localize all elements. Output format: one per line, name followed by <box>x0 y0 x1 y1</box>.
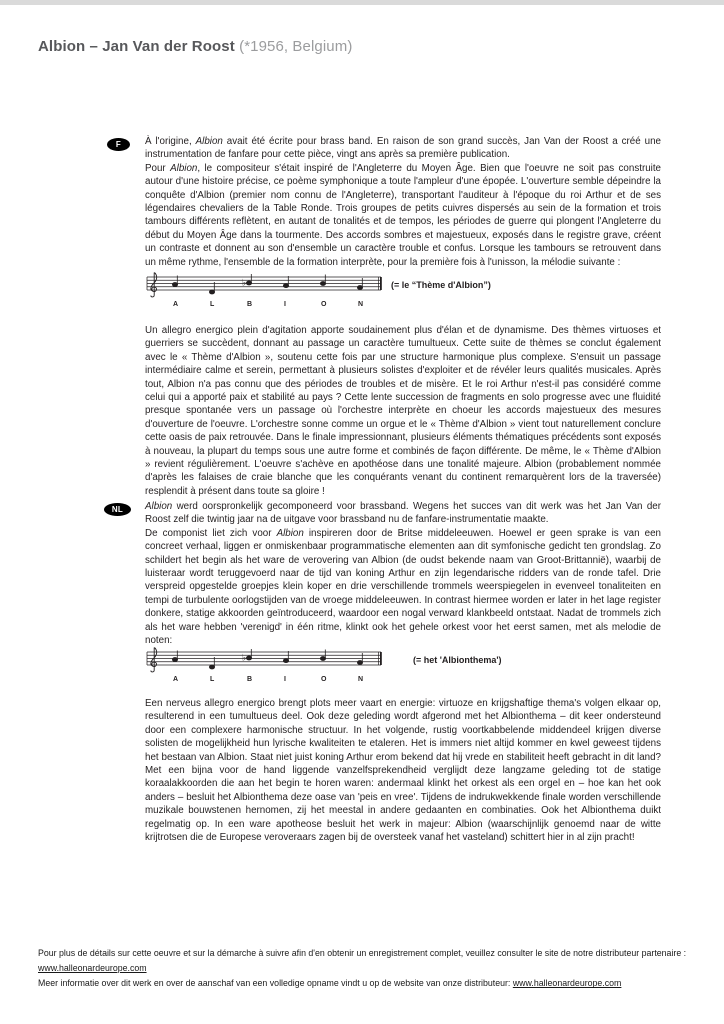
distributor-link-fr[interactable]: www.halleonardeurope.com <box>38 963 147 974</box>
note-letter: A <box>173 676 179 683</box>
paragraph: Albion werd oorspronkelijk gecomponeerd voor brassband. Wegens het succes van dit werk was het Jan Van der Roost zelf die twintig jaar na de uitgave voor brassband nu de fanfare-instrumentatie maakte. <box>145 501 661 526</box>
treble-clef-icon <box>151 273 157 297</box>
footer-line-fr <box>38 946 688 976</box>
dutch-analysis-paragraph <box>145 697 661 844</box>
paragraph: De componist liet zich voor Albion inspireren door de Britse middeleeuwen. Hoewel er geen sprake is van een concreet verhaal, liggen er onmiskenbaar programmatische elementen aan dit symfonische gedicht ten grondslag. Zo schildert het begin als het ware de verovering van Albion (de oudst bekende naam van Groot-Brittannië), waarbij de luisteraar wordt teruggevoerd naar de tijd van koning Arthur en zijn legendarische ridders van de ronde tafel. Drie verspreid opgestelde groepjes klein koper en drie verschillende trommels weerspiegelen in evenveel tonaliteiten en tempi de turbulente oorlogstijden van de vroege middeleeuwen. In contrast hiermee worden er later in het lage register donkere, statige akkoorden geïntroduceerd, waardoor een nogal verward klankbeeld ontstaat. Nadat de trommels zich als het ware hebben 'verenigd' in één ritme, klinkt ook het gehele orkest voor het eerst samen, met als melodie de noten: <box>145 527 661 647</box>
note-letter: O <box>321 676 327 683</box>
dutch-intro-paragraphs <box>145 500 661 647</box>
composer-birth-detail: (*1956, Belgium) <box>239 38 353 55</box>
note-letter: N <box>358 676 364 683</box>
footer-text-fr: Pour plus de détails sur cette oeuvre et sur la démarche à suivre afin d'en obtenir un enregistrement complet, veuillez consulter le site de notre distributeur partenaire : <box>38 948 687 958</box>
note-letter: I <box>284 301 286 308</box>
paragraph: À l'origine, Albion avait été écrite pour brass band. En raison de son grand succès, Jan Van der Roost a créé une instrumentation de fanfare pour cette pièce, vingt ans après sa première publication. <box>145 136 661 161</box>
albion-theme-notation-nl <box>145 646 565 696</box>
note-letter: O <box>321 301 327 308</box>
music-staff <box>145 646 385 676</box>
note-letter: I <box>284 676 286 683</box>
paragraph: Un allegro energico plein d'agitation apporte soudainement plus d'élan et de dynamisme. Des thèmes virtuoses et guerriers se succèdent, donnant au passage un caractère tumultueux. Cette suite de thèmes se conclut également avec le « Thème d'Albion », soutenu cette fois par une structure harmonique plus complexe. S'ensuit un passage intermédiaire calme et serein, permettant à plusieurs solistes d'exploiter et de révéler leurs qualités musicales. Après tout, Albion n'a pas connu que des périodes de troubles et de misère. Et le roi Arthur n'est-il pas considéré comme celui qui a apporté paix et stabilité au pays ? Cette lente succession de fragments en solo progresse avec une fluidité presque spontanée vers un passage où l'orchestre interprète en choeur les accords majestueux des mesures d'ouverture de l'oeuvre. L'orchestre sonne comme un orgue et le « Thème d'Albion » vient tout naturellement conclure cette oasis de paix retrouvée. Dans le finale impressionnant, plusieurs éléments thématiques précédents sont exposés à nouveau, la plupart du temps sous une autre forme et combinés de façon différente. De même, le « Thème d'Albion » revient régulièrement. L'oeuvre s'achève en apothéose dans une tonalité majeure. Albion (probablement nommée d'après les falaises de craie blanche que les conquérants venant du continent remarquèrent lors de la traversée) resplendit à présent dans toute sa gloire ! <box>145 325 661 497</box>
music-staff <box>145 271 385 301</box>
theme-caption-fr: (= le “Thème d'Albion”) <box>391 280 491 290</box>
distributor-footer <box>38 946 688 992</box>
paragraph: Een nerveus allegro energico brengt plots meer vaart en energie: virtuoze en krijgshaftige thema's volgen elkaar op, resulterend in een tumultueus deel. Ook deze geleding wordt afgerond met het Albionthema – dit keer ondersteund door een complexere harmonische structuur. In het volgende, rustig voortkabbelende middendeel krijgen diverse solisten de mogelijkheid hun lyrische kwaliteiten te etaleren. Het is immers niet altijd kommer en kwel geweest tijdens het bestaan van Albion. Staat niet juist koning Arthur erom bekend dat hij vrede en stabiliteit heeft gebracht in dit land? Met een bijna voor de hand liggende vanzelfsprekendheid verglijdt deze langzame geleding tot de statige koraalakkoorden die aan het begin te horen waren: andermaal klinkt het orkest als een orgel en – hoe kan het ook anders – besluit het Albionthema deze oase van 'peis en vree'. Tijdens de indrukwekkende finale worden verschillende muzikale bouwstenen hernomen, zij het meestal in andere gedaanten en combinaties. Ook het Albionthema duikt regelmatig op. In een ware apotheose besluit het werk in majeur: Albion (waarschijnlijk genoemd naar de witte krijtrotsen die de Europese veroveraars zagen bij de oversteek vanaf het vasteland) schittert hier in al zijn pracht! <box>145 698 661 844</box>
note-letter-labels <box>145 676 385 688</box>
footer-text-nl: Meer informatie over dit werk en over de aanschaf van een volledige opname vindt u op de website van onze distributeur: <box>38 978 513 989</box>
page-title <box>38 38 352 55</box>
french-language-badge: F <box>107 138 130 151</box>
note-letter: B <box>247 301 253 308</box>
albion-theme-notation-fr <box>145 271 565 321</box>
flat-sign: ♭ <box>242 653 247 664</box>
work-and-composer-title: Albion – Jan Van der Roost <box>38 38 235 55</box>
note-letter: L <box>210 301 215 308</box>
note-letter: L <box>210 676 215 683</box>
french-intro-paragraphs <box>145 135 661 269</box>
note-letter-labels <box>145 301 385 313</box>
distributor-link-nl[interactable]: www.halleonardeurope.com <box>512 978 622 989</box>
paragraph: Pour Albion, le compositeur s'était inspiré de l'Angleterre du Moyen Âge. Bien que l'oeuvre ne soit pas construite autour d'une histoire précise, ce poème symphonique a toute l'ampleur d'une épopée. L'ouverture semble dépeindre la conquête d'Albion (premier nom connu de l'Angleterre), transportant l'auditeur à l'époque du roi Arthur et de ses légendaires chevaliers de la Table Ronde. Trois groupes de petits cuivres dispersés au sein de la formation et trois tambours différents reflètent, en autant de tonalités et de tempos, les périodes de guerre qui plongent l'Angleterre du début du Moyen Âge dans la tourmente. Des accords sombres et majestueux, exposés dans le registre grave, créent un contraste et donnent au son d'ensemble un caractère trouble et confus. Lorsque les tambours se retrouvent dans un même rythme, l'ensemble de la formation interprète, pour la première fois à l'unisson, la mélodie suivante : <box>145 162 661 268</box>
note-letter: N <box>358 301 364 308</box>
treble-clef-icon <box>151 648 157 672</box>
note-letter: A <box>173 301 179 308</box>
page-top-edge <box>0 0 724 5</box>
french-analysis-paragraph <box>145 324 661 498</box>
dutch-language-badge: NL <box>104 503 131 516</box>
flat-sign: ♭ <box>242 278 247 289</box>
footer-line-nl <box>38 976 688 991</box>
theme-caption-nl: (= het 'Albionthema') <box>413 655 502 665</box>
note-letter: B <box>247 676 253 683</box>
